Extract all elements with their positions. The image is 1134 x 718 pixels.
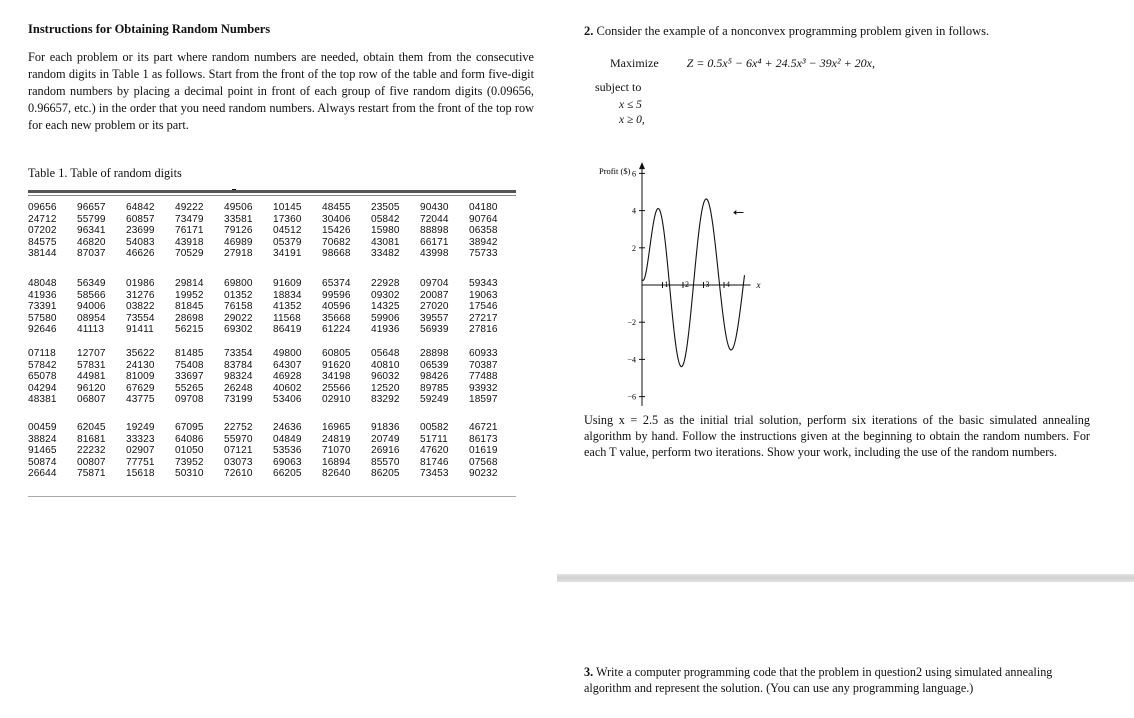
table-cell: 81485 (175, 348, 204, 359)
table-cell: 06807 (77, 394, 106, 405)
table-row (28, 457, 518, 469)
y-tick-label: −6 (627, 392, 636, 402)
table-cell: 65078 (28, 371, 57, 382)
table-cell: 46721 (469, 422, 498, 433)
table-cell: 73952 (175, 456, 204, 468)
table-cell: 41936 (28, 289, 57, 301)
table-cell: 05842 (371, 213, 400, 225)
table-cell: 60805 (322, 348, 351, 359)
table-cell: 27918 (224, 248, 253, 259)
table-cell: 43998 (420, 248, 449, 259)
x-tick-label: 3 (705, 280, 710, 289)
table-cell: 73391 (28, 301, 57, 312)
section-divider (557, 574, 1134, 582)
table-cell: 27816 (469, 324, 498, 335)
table-cell: 09302 (371, 289, 400, 301)
question-2-number: 2. (584, 24, 594, 38)
table-top-rule-thin (28, 195, 516, 196)
table-cell: 83784 (224, 359, 253, 371)
x-axis-label: x (756, 280, 761, 290)
table-cell: 59249 (420, 394, 449, 405)
table-cell: 03073 (224, 456, 253, 468)
instructions-title: Instructions for Obtaining Random Numbers (28, 22, 271, 36)
table-cell: 62045 (77, 422, 106, 433)
table-cell: 91465 (28, 445, 57, 456)
table-top-rule (28, 190, 516, 193)
table-cell: 73479 (175, 213, 204, 225)
table-cell: 96120 (77, 382, 106, 394)
table-row (28, 278, 518, 290)
table-cell: 02907 (126, 445, 155, 456)
table-cell: 15980 (371, 225, 400, 236)
table-cell: 98668 (322, 248, 351, 259)
table-cell: 57842 (28, 359, 57, 371)
table-cell: 54083 (126, 236, 155, 248)
constraint-upper: x ≤ 5 (619, 99, 642, 111)
table-cell: 88898 (420, 225, 449, 236)
table-cell: 20749 (371, 433, 400, 445)
table-cell: 15426 (322, 225, 351, 236)
table-cell: 92646 (28, 324, 57, 335)
table-cell: 50874 (28, 456, 57, 468)
table-row (28, 225, 518, 237)
table-cell: 06539 (420, 359, 449, 371)
table-cell: 07121 (224, 445, 253, 456)
table-cell: 70529 (175, 248, 204, 259)
table-cell: 34198 (322, 371, 351, 382)
subject-to-label: subject to (595, 80, 642, 94)
y-tick-label: 2 (632, 243, 636, 253)
y-tick-label: −2 (627, 318, 636, 328)
table-cell: 66205 (273, 468, 302, 479)
table-cell: 79126 (224, 225, 253, 236)
table-cell: 39557 (420, 312, 449, 324)
table-cell: 17546 (469, 301, 498, 312)
table-cell: 44981 (77, 371, 106, 382)
table-cell: 77751 (126, 456, 155, 468)
table-cell: 56349 (77, 278, 106, 289)
table-cell: 29814 (175, 278, 204, 289)
table-cell: 24130 (126, 359, 155, 371)
table-cell: 46928 (273, 371, 302, 382)
table-cell: 38144 (28, 248, 57, 259)
table-cell: 00582 (420, 422, 449, 433)
table-cell: 18597 (469, 394, 498, 405)
table-cell: 01619 (469, 445, 498, 456)
instructions-paragraph: For each problem or its part where random numbers are needed, obtain them from the consecutive random digits in Table 1 as follows. Start from the front of the top row of the table and form five-digit random numbers by placing a decimal point in front of each group of five random digits (0.09656, 0.96657, etc.) in the order that you need random numbers. Always restart from the front of the top row for each new problem or its part. (28, 50, 534, 132)
table-cell: 55265 (175, 382, 204, 394)
table-cell: 00459 (28, 422, 57, 433)
table-cell: 96657 (77, 202, 106, 213)
table-cell: 15618 (126, 468, 155, 479)
table-cell: 85570 (371, 456, 400, 468)
table-cell: 98324 (224, 371, 253, 382)
table-cell: 69063 (273, 456, 302, 468)
table-cell: 83292 (371, 394, 400, 405)
table-row (28, 324, 518, 336)
table-cell: 66171 (420, 236, 449, 248)
table-cell: 24636 (273, 422, 302, 433)
y-axis-label: Profit ($) (599, 166, 631, 176)
table-row (28, 434, 518, 446)
table-cell: 12707 (77, 348, 106, 359)
table-cell: 70387 (469, 359, 498, 371)
x-tick-label: 2 (685, 280, 689, 289)
table-cell: 73199 (224, 394, 253, 405)
table-cell: 09704 (420, 278, 449, 289)
table-cell: 26644 (28, 468, 57, 479)
table-cell: 46989 (224, 236, 253, 248)
table-cell: 99596 (322, 289, 351, 301)
table-cell: 19249 (126, 422, 155, 433)
table-cell: 48048 (28, 278, 57, 289)
random-digits-table (28, 190, 516, 479)
table-cell: 23505 (371, 202, 400, 213)
table-cell: 34191 (273, 248, 302, 259)
table-cell: 86173 (469, 433, 498, 445)
table-cell: 04512 (273, 225, 302, 236)
table-row (28, 394, 518, 406)
table-cell: 96032 (371, 371, 400, 382)
table-cell: 91836 (371, 422, 400, 433)
table-cell: 84575 (28, 236, 57, 248)
table-block (28, 422, 518, 480)
table-block (28, 202, 518, 260)
table-cell: 86419 (273, 324, 302, 335)
table-cell: 90764 (469, 213, 498, 225)
table-cell: 72610 (224, 468, 253, 479)
table-cell: 29022 (224, 312, 253, 324)
table-cell: 86205 (371, 468, 400, 479)
table-cell: 49506 (224, 202, 253, 213)
table-cell: 53406 (273, 394, 302, 405)
table-row (28, 313, 518, 325)
table-cell: 33482 (371, 248, 400, 259)
max-pointer-head (733, 210, 736, 215)
table-cell: 01050 (175, 445, 204, 456)
table-cell: 16965 (322, 422, 351, 433)
table-cell: 60857 (126, 213, 155, 225)
question-2-text: Consider the example of a nonconvex programming problem given in follows. (596, 24, 990, 38)
table-cell: 71070 (322, 445, 351, 456)
table-cell: 22752 (224, 422, 253, 433)
table-cell: 55970 (224, 433, 253, 445)
table-cell: 81681 (77, 433, 106, 445)
table-cell: 26248 (224, 382, 253, 394)
table-cell: 73354 (224, 348, 253, 359)
table-cell: 14325 (371, 301, 400, 312)
objective-function: Z = 0.5x⁵ − 6x⁴ + 24.5x³ − 39x² + 20x, (686, 56, 875, 70)
simulated-annealing-instructions: Using x = 2.5 as the initial trial solution, perform six iterations of the basic simulated annealing algorithm by hand. Follow the instructions given at the beginning to obtain the random numbers. For each T value, perform two iterations. Show your work, including the use of the random numbers. (584, 413, 1090, 460)
table-bottom-rule (28, 496, 516, 497)
table-block (28, 278, 518, 336)
table-cell: 43081 (371, 236, 400, 248)
table-row (28, 445, 518, 457)
table-cell: 08954 (77, 312, 106, 324)
table-cell: 26916 (371, 445, 400, 456)
table-cell: 61224 (322, 324, 351, 335)
table-row (28, 348, 518, 360)
y-tick-label: 4 (632, 206, 636, 216)
table-cell: 03822 (126, 301, 155, 312)
question-3-text: Write a computer programming code that the problem in question2 using simulated annealing algorithm and represent the solution. (You can use any programming language.) (584, 665, 1053, 696)
table-row (28, 468, 518, 480)
table-cell: 53536 (273, 445, 302, 456)
objective-line (610, 56, 875, 71)
y-axis-arrow (639, 162, 645, 169)
table-cell: 33697 (175, 371, 204, 382)
table-cell: 40602 (273, 382, 302, 394)
table-cell: 89785 (420, 382, 449, 394)
table-cell: 41113 (77, 324, 105, 335)
table-cell: 90430 (420, 202, 449, 213)
x-tick-label: 1 (664, 280, 669, 289)
table-cell: 23699 (126, 225, 155, 236)
table-cell: 19063 (469, 289, 498, 301)
table-cell: 07568 (469, 456, 498, 468)
table-cell: 41936 (371, 324, 400, 335)
table-row (28, 248, 518, 260)
table-cell: 35622 (126, 348, 155, 359)
table-cell: 50310 (175, 468, 204, 479)
table-cell: 64842 (126, 202, 155, 213)
table-cell: 93932 (469, 382, 498, 394)
table-cell: 22232 (77, 445, 106, 456)
table-cell: 76158 (224, 301, 253, 312)
table-cell: 11568 (273, 312, 301, 324)
table-cell: 24712 (28, 213, 57, 225)
table-row (28, 371, 518, 383)
table-cell: 07202 (28, 225, 57, 236)
table-cell: 46820 (77, 236, 106, 248)
table-cell: 22928 (371, 278, 400, 289)
table-cell: 09656 (28, 202, 57, 213)
table-cell: 73453 (420, 468, 449, 479)
table-cell: 40596 (322, 301, 351, 312)
table-cell: 04849 (273, 433, 302, 445)
table-cell: 17360 (273, 213, 302, 225)
table-cell: 06358 (469, 225, 498, 236)
table-cell: 28698 (175, 312, 204, 324)
table-cell: 60933 (469, 348, 498, 359)
table-cell: 56215 (175, 324, 204, 335)
table-cell: 16894 (322, 456, 351, 468)
table-cell: 91620 (322, 359, 351, 371)
table-cell: 75871 (77, 468, 106, 479)
table-row (28, 422, 518, 434)
table-cell: 96341 (77, 225, 106, 236)
table-cell: 67629 (126, 382, 155, 394)
table-cell: 69800 (224, 278, 253, 289)
table-cell: 47620 (420, 445, 449, 456)
table-row (28, 383, 518, 395)
table-cell: 81009 (126, 371, 155, 382)
table-cell: 27217 (469, 312, 498, 324)
constraint-lower: x ≥ 0, (619, 114, 645, 126)
table-row (28, 360, 518, 372)
table-cell: 25566 (322, 382, 351, 394)
table-cell: 18834 (273, 289, 302, 301)
table-cell: 38824 (28, 433, 57, 445)
table-cell: 91411 (126, 324, 154, 335)
table-cell: 55799 (77, 213, 106, 225)
table-cell: 27020 (420, 301, 449, 312)
table-cell: 46626 (126, 248, 155, 259)
table-cell: 35668 (322, 312, 351, 324)
table-cell: 75408 (175, 359, 204, 371)
table-cell: 20087 (420, 289, 449, 301)
table-cell: 04294 (28, 382, 57, 394)
table-cell: 49800 (273, 348, 302, 359)
table-cell: 57831 (77, 359, 106, 371)
table-cell: 81845 (175, 301, 204, 312)
table-cell: 48455 (322, 202, 351, 213)
x-tick-label: 4 (726, 280, 730, 289)
maximize-label: Maximize (610, 56, 659, 70)
table-row (28, 237, 518, 249)
table-cell: 09708 (175, 394, 204, 405)
table-cell: 05379 (273, 236, 302, 248)
instructions-section (28, 22, 534, 134)
table-cell: 38942 (469, 236, 498, 248)
table-cell: 72044 (420, 213, 449, 225)
table-cell: 05648 (371, 348, 400, 359)
table-cell: 98426 (420, 371, 449, 382)
table-cell: 81746 (420, 456, 449, 468)
table-cell: 76171 (175, 225, 204, 236)
table-cell: 07118 (28, 348, 56, 359)
y-tick-label: 6 (632, 169, 636, 179)
table-cell: 56939 (420, 324, 449, 335)
table-cell: 10145 (273, 202, 302, 213)
table-cell: 28898 (420, 348, 449, 359)
table-cell: 41352 (273, 301, 302, 312)
table-cell: 91609 (273, 278, 302, 289)
table-cell: 82640 (322, 468, 351, 479)
table-row (28, 214, 518, 226)
question-2 (584, 24, 989, 39)
question-3 (584, 664, 1094, 696)
y-tick-label: −4 (627, 355, 636, 365)
table-cell: 33581 (224, 213, 253, 225)
table-cell: 67095 (175, 422, 204, 433)
table-cell: 48381 (28, 394, 57, 405)
table-cell: 04180 (469, 202, 498, 213)
table-cell: 01986 (126, 278, 155, 289)
table-row (28, 301, 518, 313)
table-cell: 58566 (77, 289, 106, 301)
table-cell: 43775 (126, 394, 155, 405)
table-cell: 40810 (371, 359, 400, 371)
table-cell: 77488 (469, 371, 498, 382)
table-cell: 64307 (273, 359, 302, 371)
table-cell: 19952 (175, 289, 204, 301)
profit-chart (590, 160, 761, 402)
table-cell: 33323 (126, 433, 155, 445)
table-caption: Table 1. Table of random digits (28, 166, 182, 180)
table-cell: 57580 (28, 312, 57, 324)
table-cell: 02910 (322, 394, 351, 405)
table-cell: 75733 (469, 248, 498, 259)
table-cell: 73554 (126, 312, 155, 324)
table-cell: 01352 (224, 289, 253, 301)
table-cell: 65374 (322, 278, 351, 289)
table-block (28, 348, 518, 406)
table-cell: 51711 (420, 433, 448, 445)
table-cell: 69302 (224, 324, 253, 335)
table-cell: 87037 (77, 248, 106, 259)
question-3-number: 3. (584, 665, 594, 679)
table-cell: 94006 (77, 301, 106, 312)
table-cell: 70682 (322, 236, 351, 248)
table-cell: 12520 (371, 382, 400, 394)
table-cell: 49222 (175, 202, 204, 213)
table-cell: 24819 (322, 433, 351, 445)
table-cell: 59343 (469, 278, 498, 289)
table-row (28, 290, 518, 302)
table-cell: 31276 (126, 289, 155, 301)
table-cell: 59906 (371, 312, 400, 324)
table-cell: 90232 (469, 468, 498, 479)
table-cell: 00807 (77, 456, 106, 468)
table-cell: 30406 (322, 213, 351, 225)
table-cell: 64086 (175, 433, 204, 445)
table-cell: 43918 (175, 236, 204, 248)
table-row (28, 202, 518, 214)
